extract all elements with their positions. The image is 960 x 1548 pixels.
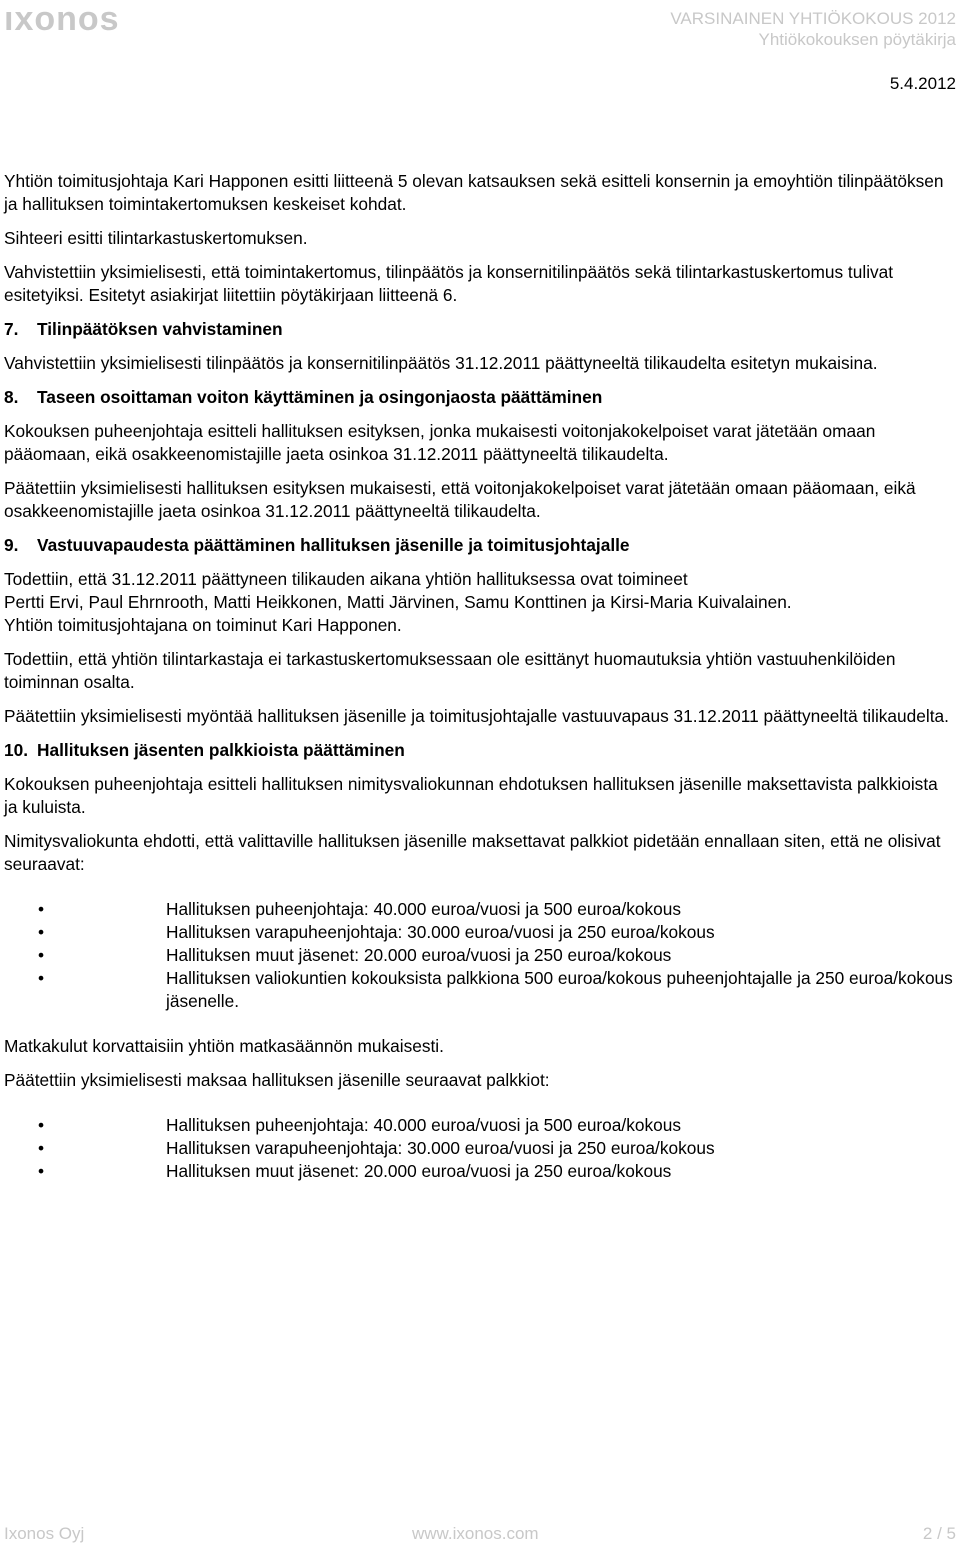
- text-line: Todettiin, että 31.12.2011 päättyneen tilikauden aikana yhtiön hallituksessa ovat toimineet: [4, 569, 688, 589]
- list-item-text: Hallituksen muut jäsenet: 20.000 euroa/vuosi ja 250 euroa/kokous: [166, 1161, 672, 1181]
- document-header: [670, 8, 956, 50]
- list-item-text: Hallituksen varapuheenjohtaja: 30.000 euroa/vuosi ja 250 euroa/kokous: [166, 922, 715, 942]
- list-item: [4, 1160, 954, 1183]
- paragraph: Päätettiin yksimielisesti hallituksen esityksen mukaisesti, että voitonjakokelpoiset varat jätetään omaan pääomaan, eikä osakkeenomistajille jaeta osinkoa 31.12.2011 päättyneeltä tilikaudelta.: [4, 478, 916, 521]
- document-date: 5.4.2012: [889, 74, 956, 93]
- list-item-text: Hallituksen puheenjohtaja: 40.000 euroa/vuosi ja 500 euroa/kokous: [166, 899, 681, 919]
- section-title: Taseen osoittaman voiton käyttäminen ja osingonjaosta päättäminen: [37, 387, 603, 407]
- document-type: Yhtiökokouksen pöytäkirja: [758, 30, 956, 49]
- section-number: 8.: [4, 387, 19, 407]
- list-item: [4, 967, 954, 1013]
- fee-proposal-list: [4, 898, 954, 1013]
- section-number: 7.: [4, 319, 19, 339]
- text-line: Yhtiön toimitusjohtajana on toiminut Kari Happonen.: [4, 615, 402, 635]
- list-item: [4, 898, 954, 921]
- section-heading-9: [4, 534, 954, 557]
- list-item-text: Hallituksen varapuheenjohtaja: 30.000 euroa/vuosi ja 250 euroa/kokous: [166, 1138, 715, 1158]
- paragraph: Kokouksen puheenjohtaja esitteli hallituksen nimitysvaliokunnan ehdotuksen hallituksen jäsenille maksettavista palkkioista ja kuluista.: [4, 774, 938, 817]
- paragraph: Nimitysvaliokunta ehdotti, että valittaville hallituksen jäsenille maksettavat palkkiot pidetään ennallaan siten, että ne olisivat seuraavat:: [4, 831, 941, 874]
- list-item-text: Hallituksen valiokuntien kokouksista palkkiona 500 euroa/kokous puheenjohtajalle ja 250 euroa/kokous jäsenelle.: [166, 968, 953, 1011]
- footer-company: Ixonos Oyj: [4, 1524, 85, 1543]
- bullet-icon: •: [38, 1115, 45, 1135]
- list-item-text: Hallituksen puheenjohtaja: 40.000 euroa/vuosi ja 500 euroa/kokous: [166, 1115, 681, 1135]
- section-heading-10: [4, 739, 954, 762]
- paragraph: Päätettiin yksimielisesti myöntää hallituksen jäsenille ja toimitusjohtajalle vastuuvapaus 31.12.2011 päättyneeltä tilikaudelta.: [4, 706, 949, 726]
- bullet-icon: •: [38, 968, 45, 988]
- bullet-icon: •: [38, 1161, 45, 1181]
- section-title: Hallituksen jäsenten palkkioista päättäminen: [37, 740, 405, 760]
- section-title: Tilinpäätöksen vahvistaminen: [37, 319, 283, 339]
- paragraph: Yhtiön toimitusjohtaja Kari Happonen esitti liitteenä 5 olevan katsauksen sekä esitteli konsernin ja emoyhtiön tilinpäätöksen ja hallituksen toimintakertomuksen keskeiset kohdat.: [4, 171, 944, 214]
- paragraph: Matkakulut korvattaisiin yhtiön matkasäännön mukaisesti.: [4, 1036, 444, 1056]
- text-line: Pertti Ervi, Paul Ehrnrooth, Matti Heikkonen, Matti Järvinen, Samu Konttinen ja Kirsi-Maria Kuivalainen.: [4, 592, 792, 612]
- bullet-icon: •: [38, 922, 45, 942]
- section-number: 10.: [4, 740, 29, 760]
- paragraph: Kokouksen puheenjohtaja esitteli hallituksen esityksen, jonka mukaisesti voitonjakokelpoiset varat jätetään omaan pääomaan, eikä osakkeenomistajille jaeta osinkoa 31.12.2011 päättyneeltä tilikaudelta.: [4, 421, 876, 464]
- section-number: 9.: [4, 535, 19, 555]
- company-logo: ıxonos: [4, 0, 120, 38]
- bullet-icon: •: [38, 1138, 45, 1158]
- fee-decision-list: [4, 1114, 954, 1183]
- section-title: Vastuuvapaudesta päättäminen hallituksen jäsenille ja toimitusjohtajalle: [37, 535, 630, 555]
- paragraph: Vahvistettiin yksimielisesti tilinpäätös ja konsernitilinpäätös 31.12.2011 päättyneeltä tilikaudelta esitetyn mukaisina.: [4, 353, 878, 373]
- paragraph: Vahvistettiin yksimielisesti, että toimintakertomus, tilinpäätös ja konsernitilinpäätös sekä tilintarkastuskertomus tulivat esitetyiksi. Esitetyt asiakirjat liitettiin pöytäkirjaan liitteenä 6.: [4, 262, 894, 305]
- document-body: [4, 170, 954, 1205]
- section-heading-8: [4, 386, 954, 409]
- bullet-icon: •: [38, 899, 45, 919]
- list-item: [4, 944, 954, 967]
- bullet-icon: •: [38, 945, 45, 965]
- list-item: [4, 921, 954, 944]
- paragraph: Päätettiin yksimielisesti maksaa hallituksen jäsenille seuraavat palkkiot:: [4, 1070, 550, 1090]
- section-heading-7: [4, 318, 954, 341]
- paragraph: [4, 568, 954, 637]
- paragraph: Sihteeri esitti tilintarkastuskertomuksen.: [4, 228, 308, 248]
- page-number: 2 / 5: [922, 1524, 956, 1543]
- list-item-text: Hallituksen muut jäsenet: 20.000 euroa/vuosi ja 250 euroa/kokous: [166, 945, 672, 965]
- meeting-title: VARSINAINEN YHTIÖKOKOUS 2012: [670, 9, 956, 28]
- list-item: [4, 1114, 954, 1137]
- list-item: [4, 1137, 954, 1160]
- paragraph: Todettiin, että yhtiön tilintarkastaja ei tarkastuskertomuksessaan ole esittänyt huomautuksia yhtiön vastuuhenkilöiden toiminnan osalta.: [4, 649, 896, 692]
- footer-website: www.ixonos.com: [412, 1524, 539, 1543]
